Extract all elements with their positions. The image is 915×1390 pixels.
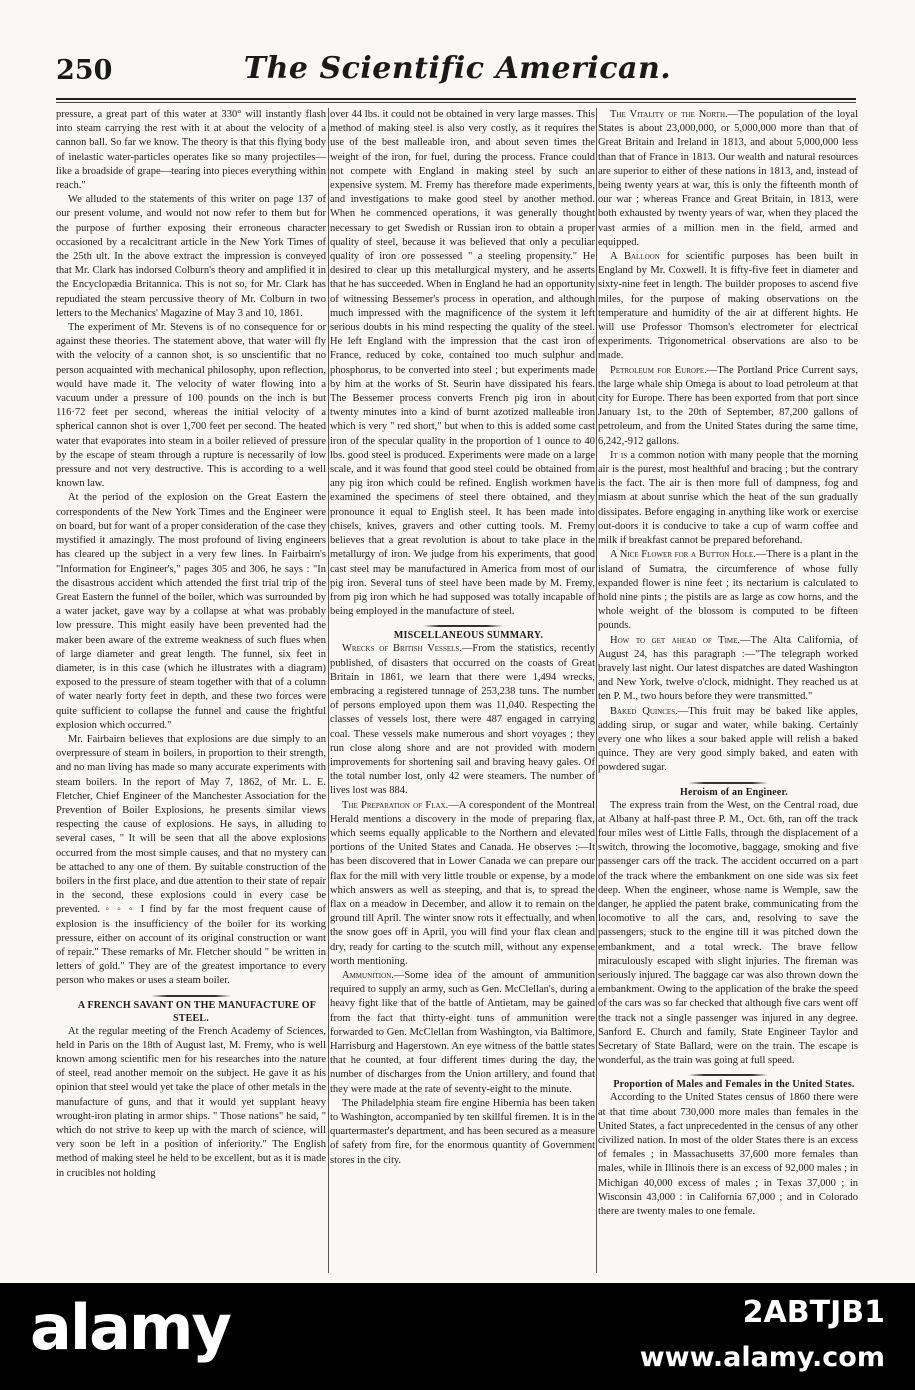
paragraph — [598, 250, 858, 364]
paragraph: The Philadelphia steam fire engine Hibernia has been taken to Washington, accompanied by ten skillful firemen. It is in the quartermaster's department, and has been secured as a measure of safety from fire, for the enormous quantity of Government stores in the city. — [330, 1097, 595, 1166]
section-ornament — [151, 995, 231, 997]
article-heading: Proportion of Males and Females in the United States. — [613, 1079, 855, 1091]
item-body: a common notion with many people that the morning air is the purest, most healthful and bracing ; but the contrary is the fact. The air is then more full of dampness, fog and miasm at about sunrise which the heat of the sun gradually dissipates. Before engaging in anything like work or exercise out-doors it is conducive to take a cup of warm coffee and milk if breakfast cannot be prepared beforehand. — [598, 449, 858, 547]
alamy-logo: alamy — [30, 1291, 230, 1364]
paragraph — [598, 364, 858, 449]
header-rule — [56, 98, 856, 100]
item-lead: The Vitality of the North. — [610, 109, 728, 120]
masthead-title: The Scientific American. — [243, 51, 672, 86]
paragraph — [330, 969, 595, 1097]
paragraph — [330, 799, 595, 969]
paragraph: The experiment of Mr. Stevens is of no consequence for or against these theories. The statement above, that water will fly with the velocity of a cannon shot, is so unscientific that no person acquainted with mechanical philosophy, upon reflection, would have made it. The velocity of water flowing into a vacuum under a pressure of 100 pounds on the inch is but 116·72 feet per second, whereas the initial velocity of a spherical cannon shot is over 1,700 feet per second. The heated water that evaporates into steam in a boiler relieved of pressure by the escape of steam through a rupture is necessarily of low pressure and not very destructive. This is according to a well known law. — [56, 322, 326, 490]
item-lead: A Nice Flower for a Button Hole. — [610, 549, 756, 561]
paragraph — [598, 548, 858, 633]
article-heading: A FRENCH SAVANT ON THE MANUFACTURE OF STEEL. — [77, 999, 317, 1024]
item-body: —The Portland Price Current says, the large whale ship Omega is about to load petroleum at that city for Europe. There has been exported from that port since January 1st, to the 20th of September, 87,200 gallons of petroleum, and from the United States during the same time, 6,242,-912 gallons. — [598, 364, 858, 447]
paragraph: According to the United States census of 1860 there were at that time about 730,000 more males than females in the United States, a fact unprecedented in the census of any other civilized nation. In most of the older States there is an excess of females ; in Massachusetts 37,600 more females than males, while in Illinois there is an excess of 92,000 males ; in Michigan 40,000 excess of males ; in Texas 37,000 ; in Wisconsin 43,000 : in California 67,000 ; and in Colorado there are twenty males to one female. — [598, 1092, 858, 1218]
item-lead: Ammunition. — [342, 969, 394, 981]
paragraph: At the period of the explosion on the Great Eastern the correspondents of the New York Times and the Engineer were on board, but for want of a proper consideration of the case they mystified it amazingly. The most profound of living engineers has cleared up the subject in a very few lines. In Fairbairn's "Information for Engineer's," pages 305 and 306, he says : "In the disastrous accident which attended the first trial trip of the Great Eastern the funnel of the boiler, which was surrounded by a water jacket, gave way by a collapse at what was probably low pressure. This might easily have been prevented had the maker been aware of the extreme weakness of such flues when of large diameter and great length. The funnel, six feet in diameter, is in this case (which he illustrates with a diagram) exposed to the pressure of steam together with that of a column of water nearly forty feet in depth, and these two forces were quite sufficient to collapse the funnel and cause the frightful explosion which occurred." — [56, 492, 326, 731]
paragraph: over 44 lbs. it could not be obtained in very large masses. This method of making steel is also very costly, as it requires the use of the best malleable iron, and about seven times the weight of the iron, for fuel, during the process. France could not compete with England in making steel by such an expensive system. M. Fremy has therefore made experiments, and investigations to make good steel by another method. When he commenced operations, it was generally thought necessary to get Swedish or Russian iron to obtain a proper quality of steel, because it was believed that only a peculiar quality of iron ore possessed " a steeling propensity." He desired to clear up this metallurgical mystery, and he asserts that he has succeeded. When in England he had an opportunity of witnessing Bessemer's process in operation, and although much impressed with the magnificence of the system it left serious doubts in his mind respecting the quality of the steel. He left England with the impression that the cast iron of France, reduced by coke, contained too much sulphur and phosphorus, to be converted into steel ; but experiments made by him at the works of St. Seurin have dissipated his fears. The Bessemer process converts French pig iron in about twenty minutes into a kind of burnt azotized malleable iron which is very " red short," but when to this is added some cast iron of the specular quality in the proportion of 1 ounce to 40 lbs. good steel is produced. Experiments were made on a large scale, and it was found that good steel could be obtained from any pig iron which could be refined. English workmen have examined the specimens of steel there obtained, and they pronounce it equal to English steel. It has been made into chisels, knives, gravers and other cutting tools. M. Fremy believes that a great revolution is about to take place in the metallurgy of iron. We judge from his experiments, that good cast steel may be manufactured in America from most of our pig iron. Several tuns of steel have been made by M. Fremy, from pig iron which he had supposed was totally incapable of being employed in the manufacture of steel. — [330, 109, 595, 618]
paragraph: pressure, a great part of this water at 330° will instantly flash into steam carrying the rest with it at about the velocity of a cannon ball. So far we know. The theory is that this flying body of inelastic water-particles operates like so many projectiles—like a broadside of grape—tearing into pieces everything within reach." — [56, 109, 326, 192]
item-body: —This fruit may be baked like apples, adding sirup, or sugar and water, while baking. Certainly every one who likes a sour baked apple will relish a baked quince. They are very good simply baked, and eaten with powdered sugar. — [598, 705, 858, 774]
section-ornament — [423, 625, 503, 627]
paragraph — [598, 449, 858, 548]
section-ornament — [688, 782, 768, 784]
item-body: —Some idea of the amount of ammunition required to supply an army, such as Gen. McClellan's, during a heavy fight like that of the battle of Antietam, may be gained from the fact that thirty-eight tuns of ammunition were forwarded to Gen. McClellan from Washington, via Baltimore, Harrisburg and Hagerstown. An eye witness of the battle states that he counted, at four different times during the day, the number of discharges from the Union artillery, and found that they were made at the rate of seventy-eight to the minute. — [330, 969, 595, 1095]
item-lead: How to get ahead of Time. — [610, 634, 741, 646]
column-3 — [598, 108, 858, 1270]
paragraph — [330, 642, 595, 798]
item-body: —The population of the loyal States is about 23,000,000, or 5,000,000 more than that of Great Britain and Ireland in 1813, and about 5,000,000 less than that of France in 1813. Our wealth and natural resources are superior to either of these nations in 1813, and, instead of being twenty years at war, this is only the fifteenth month of our war ; whereas France and Great Britain, in 1813, were both exhausted by twenty years of war, when they placed the vast armies of a million men in the field, armed and equipped. — [598, 109, 858, 248]
paragraph — [598, 705, 858, 776]
item-lead: Wrecks of British Vessels. — [342, 643, 462, 655]
item-body: for scientific purposes has been built in England by Mr. Coxwell. It is fifty-five feet in diameter and sixty-nine feet in length. The builder proposes to ascend five miles, for the purpose of making observations on the temperature and humidity of the air at different hights. He will use Professor Thomson's electrometer for electrical experiments. Trigonometrical observations are also to be made. — [598, 251, 858, 362]
column-divider-2 — [596, 108, 597, 1273]
column-divider-1 — [328, 108, 329, 1273]
item-body: —There is a plant in the island of Sumatra, the circumference of whose fully expanded flower is nine feet ; its nectarium is calculated to hold nine pints ; the pistils are as large as cow horns, and the whole weight of the blossom is computed to be fifteen pounds. — [598, 549, 858, 632]
item-body: —From the statistics, recently published, of disasters that occurred on the coasts of Great Britain in 1861, we learn that there were 1,494 wrecks, embracing a registered tunnage of 253,238 tuns. The number of persons employed upon them was 11,040. Respecting the classes of vessels lost, there were 487 engaged in carrying coal. These vessels make numerous and short voyages ; they run close along shore and are not provided with modern improvements for shortening sail and braving heavy gales. Of the total number lost, only 42 were steamers. The number of lives lost was 884. — [330, 643, 595, 797]
section-ornament — [688, 1074, 768, 1076]
item-lead: Baked Quinces. — [610, 705, 678, 717]
item-lead: It is — [610, 449, 628, 461]
article-heading: MISCELLANEOUS SUMMARY. — [393, 630, 544, 642]
item-body: —The Alta California, of August 24, has this paragraph :—"The telegraph worked bravely last night. Our latest dispatches are dated Washington and New York, twelve o'clock, midnight. They reached us at ten P. M., two hours before they were transmitted." — [598, 634, 858, 703]
item-lead: The Preparation of Flax. — [342, 799, 449, 811]
watermark-url: www.alamy.com — [639, 1342, 885, 1373]
column-1 — [56, 108, 326, 1270]
paragraph: We alluded to the statements of this writer on page 137 of our present volume, and would not now refer to them but for the purpose of further exposing their erroneous character occasioned by a recalcitrant article in the New York Times of the 25th ult. In the above extract the impression is conveyed that Mr. Clark has indorsed Colburn's theory and amplified it in the Encyclopædia Britannica. This is not so, for Mr. Clark has repudiated the steam percussive theory of Mr. Colburn in two letters to the Mechanics' Magazine of May 3 and 10, 1861. — [56, 194, 326, 319]
paragraph: At the regular meeting of the French Academy of Sciences, held in Paris on the 18th of August last, M. Fremy, who is well known among scientific men for his researches into the nature of steel, read another memoir on the subject. He gave it as his opinion that steel would yet take the place of other metals in the manufacture of guns, and that it would yet supplant heavy wrought-iron plating in armor ships. " Those nations" he said, " which do not strive to keep up with the march of science, will very soon be left in a position of inferiority." The English method of making steel he held to be excellent, but as it is made in crucibles not holding — [56, 1025, 326, 1179]
article-heading: Heroism of an Engineer. — [680, 786, 788, 798]
paragraph — [598, 634, 858, 705]
item-lead: Petroleum for Europe. — [610, 364, 707, 376]
page-number: 250 — [56, 55, 113, 86]
paragraph — [598, 108, 858, 250]
paragraph: Mr. Fairbairn believes that explosions are due simply to an overpressure of steam in boilers, in proportion to their strength, and no man living has made so many accurate experiments with steam boilers. In the report of May 7, 1862, of Mr. L. E. Fletcher, Chief Engineer of the Manchester Association for the Prevention of Boiler Explosions, he presents similar views respecting the cause of explosions. He says, in alluding to several cases, " It will be seen that all the above explosions occurred from the most simple causes, and that no mystery can be attached to any one of them. By suitable construction of the boilers in the first place, and due attention to their state of repair in the second, these explosions could in every case be prevented. ◦ ◦ ◦ I find by far the most frequent cause of explosion is the insufficiency of the boiler for its working pressure, either on account of its original construction or want of repair." These remarks of Mr. Fletcher should " be written in letters of gold." They are of the greatest importance to every person who makes or uses a steam boiler. — [56, 733, 326, 987]
header-rule-thin — [56, 102, 856, 103]
item-lead: A Balloon — [610, 251, 660, 263]
image-id-label: 2ABTJB1 — [742, 1295, 885, 1330]
column-2 — [330, 108, 595, 1270]
item-body: —A corespondent of the Montreal Herald mentions a discovery in the mode of preparing flax, which seems equally applicable to the Northern and elevated portions of the United States and Canada. He observes :—It has been discovered that in Lower Canada we can prepare our flax for the mill with very little trouble or expense, by a mode which answers as well as steeping, and that is, to spread the flax on a meadow in December, and allow it to remain on the ground till April. The winter snow rots it effectually, and when the snow goes off in April, you will find your flax clean and dry, ready for carting to the scutch mill, without any expense worth mentioning. — [330, 799, 595, 967]
paragraph: The express train from the West, on the Central road, due at Albany at half-past three P. M., Oct. 6th, ran off the track four miles west of Little Falls, through the displacement of a switch, throwing the locomotive, baggage, smoking and five passenger cars off the track. The accident occurred on a part of the track where the embankment on one side was six feet deep. When the engineer, whose name is Wemple, saw the danger, he applied the patent brake, communicating from the locomotive to all the cars, and, resolving to save the passengers, stuck to the engine till it was pitched down the embankment, and a total wreck. The brave fellow miraculously escaped with slight injuries. The fireman was seriously injured. The baggage car was also thrown down the embankment. Owing to the application of the brake the speed of the cars was so far checked that although five cars went off the track not a single passenger was injured in any degree. Sanford E. Church and family, State Engineer Taylor and Secretary of State Ballard, were on the train. The escape is wonderful, as the train was going at full speed. — [598, 799, 858, 1067]
